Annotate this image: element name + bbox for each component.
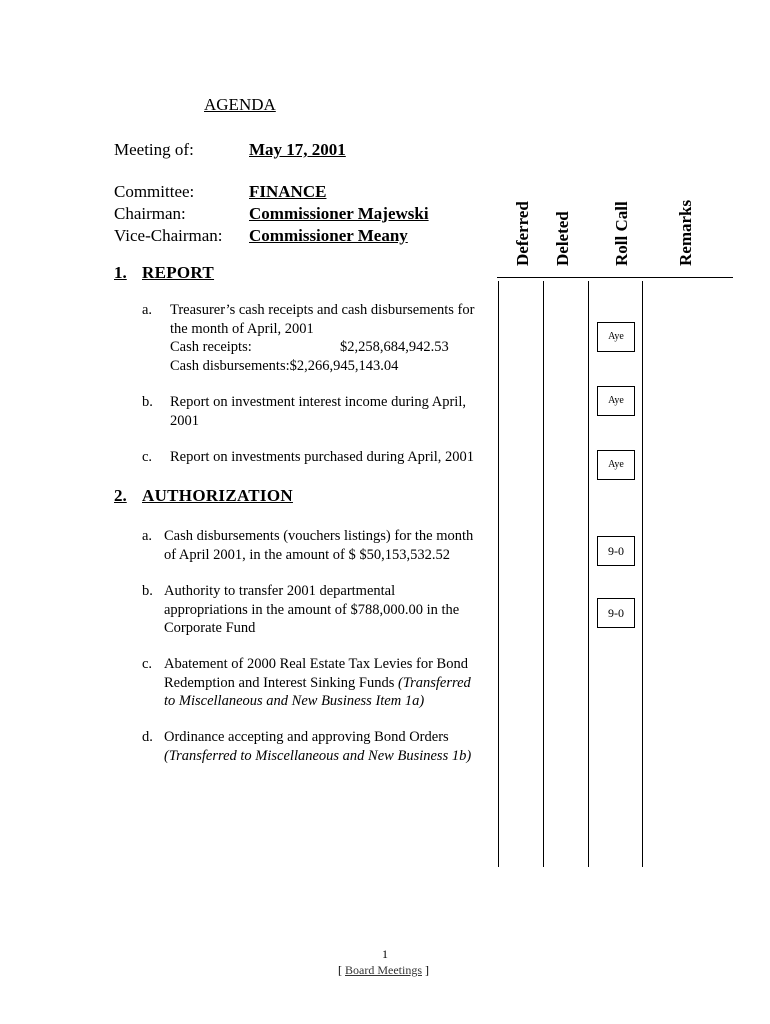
roll-call-vote-1c: Aye bbox=[597, 450, 635, 480]
column-header-deferred: Deferred bbox=[513, 201, 532, 266]
column-divider-3 bbox=[588, 281, 589, 867]
list-item-2b: b. Authority to transfer 2001 departmental appropriations in the amount of $788,000.00 in the Corporate Fund bbox=[142, 583, 460, 636]
roll-call-vote-2a: 9-0 bbox=[597, 536, 635, 566]
meeting-label: Meeting of: bbox=[114, 140, 194, 159]
column-divider-1 bbox=[498, 281, 499, 867]
chairman-value: Commissioner Majewski bbox=[249, 204, 429, 223]
page-number: 1 bbox=[382, 947, 388, 961]
list-item-2c: c. Abatement of 2000 Real Estate Tax Levies for Bond Redemption and Interest Sinking Funds (Transferred to Miscellaneous and New Business Item 1a) bbox=[142, 656, 471, 709]
section-title-authorization: AUTHORIZATION bbox=[142, 486, 293, 505]
column-divider-2 bbox=[543, 281, 544, 867]
header-rule bbox=[497, 277, 733, 278]
roll-call-vote-2b: 9-0 bbox=[597, 598, 635, 628]
board-meetings-link[interactable]: Board Meetings bbox=[345, 963, 422, 977]
footer-nav: [ Board Meetings ] bbox=[338, 963, 429, 977]
column-header-roll-call: Roll Call bbox=[612, 201, 631, 266]
column-header-deleted: Deleted bbox=[553, 211, 572, 266]
roll-call-vote-1a: Aye bbox=[597, 322, 635, 352]
column-header-remarks: Remarks bbox=[676, 199, 695, 266]
section-number: 2. bbox=[114, 486, 127, 505]
meeting-date: May 17, 2001 bbox=[249, 140, 346, 159]
list-item-1c: c. Report on investments purchased during April, 2001 bbox=[142, 449, 475, 465]
agenda-title: AGENDA bbox=[204, 95, 276, 114]
vice-chairman-label: Vice-Chairman: bbox=[114, 226, 223, 245]
list-item-1a: a. Treasurer’s cash receipts and cash disbursements for the month of April, 2001 Cash receipts: $2,258,684,942.53 Cash disbursements:$2,266,945,143.04 bbox=[142, 302, 475, 374]
vice-chairman-value: Commissioner Meany bbox=[249, 226, 408, 245]
committee-value: FINANCE bbox=[249, 182, 327, 201]
section-title-report: REPORT bbox=[142, 263, 215, 282]
chairman-label: Chairman: bbox=[114, 204, 186, 223]
list-item-1b: b. Report on investment interest income during April, 2001 bbox=[142, 394, 466, 429]
roll-call-vote-1b: Aye bbox=[597, 386, 635, 416]
list-item-2a: a. Cash disbursements (vouchers listings) for the month of April 2001, in the amount of $ $50,153,532.52 bbox=[142, 528, 474, 563]
list-item-2d: d. Ordinance accepting and approving Bond Orders (Transferred to Miscellaneous and New Business 1b) bbox=[142, 729, 472, 764]
column-divider-4 bbox=[642, 281, 643, 867]
committee-label: Committee: bbox=[114, 182, 195, 201]
section-number: 1. bbox=[114, 263, 127, 282]
